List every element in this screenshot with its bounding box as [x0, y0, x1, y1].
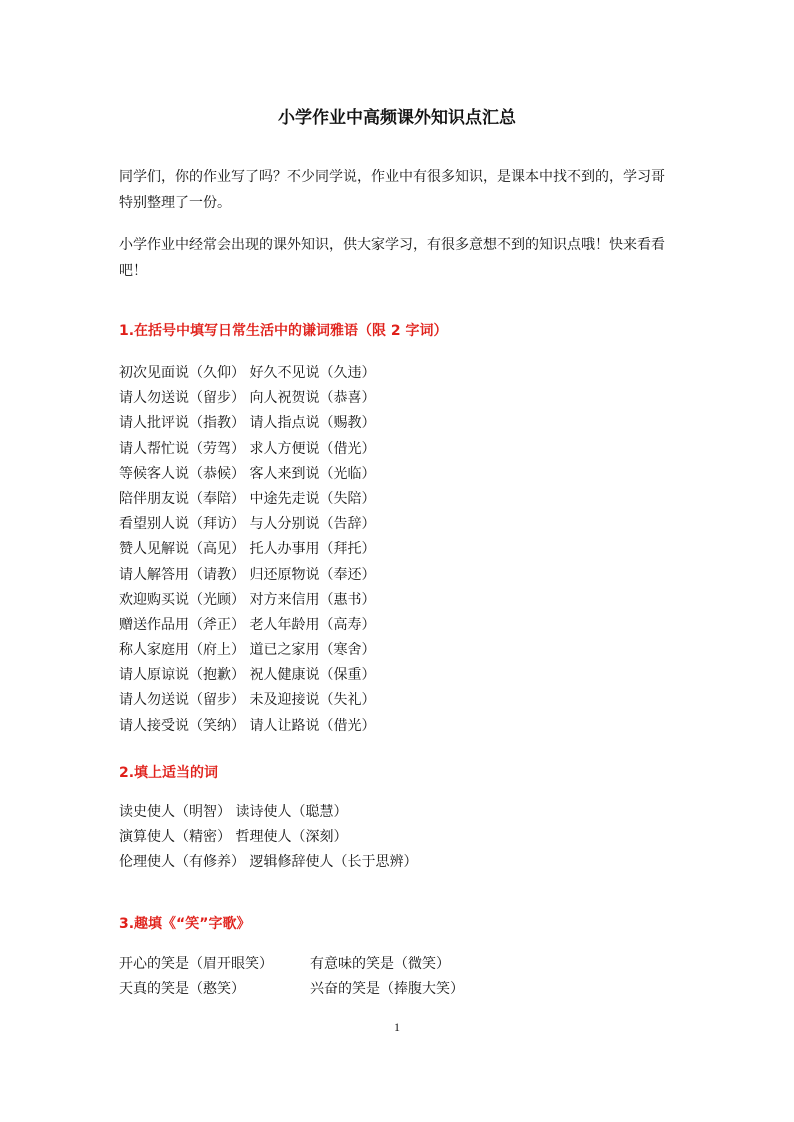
list-item: 开心的笑是（眉开眼笑）	[119, 956, 273, 972]
section-heading-1: 1.在括号中填写日常生活中的谦词雅语（限 2 字词）	[119, 323, 448, 339]
list-item: 请人指点说（赐教）	[249, 415, 376, 432]
list-item: 有意味的笑是（微笑）	[310, 956, 450, 972]
list-row	[119, 487, 375, 512]
intro-paragraph-2: 小学作业中经常会出现的课外知识，供大家学习，有很多意想不到的知识点哦！快来看看吧！	[119, 237, 665, 279]
list-row	[119, 825, 417, 850]
section-heading-2: 2.填上适当的词	[119, 765, 219, 781]
list-item: 请人帮忙说（劳驾）	[119, 440, 245, 457]
list-item: 逻辑修辞使人（长于思辨）	[249, 854, 418, 871]
list-item: 请人解答用（请教）	[119, 566, 245, 583]
list-item: 赞人见解说（高见）	[119, 541, 245, 558]
list-row	[119, 437, 375, 462]
list-row	[119, 638, 375, 663]
page-number: 1	[394, 1020, 400, 1034]
section-list-3	[119, 952, 464, 1002]
list-item: 请人勿送说（留步）	[119, 692, 245, 709]
list-item: 看望别人说（拜访）	[119, 516, 245, 533]
list-row	[119, 563, 375, 588]
list-item: 请人批评说（指教）	[119, 415, 245, 432]
list-item: 请人接受说（笑纳）	[119, 717, 245, 734]
list-item: 请人原谅说（抱歉）	[119, 667, 245, 684]
list-item: 客人来到说（光临）	[249, 465, 376, 482]
list-item: 哲理使人（深刻）	[235, 829, 348, 846]
list-row	[119, 462, 375, 487]
list-item: 等候客人说（恭候）	[119, 465, 245, 482]
list-item: 与人分别说（告辞）	[249, 516, 376, 533]
section-heading-3: 3.趣填《“笑”字歌》	[119, 916, 251, 932]
list-item: 好久不见说（久违）	[249, 365, 376, 381]
list-row	[119, 850, 417, 875]
list-item: 兴奋的笑是（捧腹大笑）	[310, 981, 464, 998]
list-item: 向人祝贺说（恭喜）	[249, 390, 376, 407]
list-row	[119, 977, 464, 1002]
list-item: 初次见面说（久仰）	[119, 365, 245, 381]
list-row	[119, 663, 375, 688]
list-item: 称人家庭用（府上）	[119, 642, 245, 659]
list-item: 道已之家用（寒舍）	[249, 642, 376, 659]
list-item: 读诗使人（聪慧）	[235, 804, 348, 820]
list-item: 伦理使人（有修养）	[119, 854, 245, 871]
list-item: 老人年龄用（高寿）	[249, 616, 376, 633]
list-item: 天真的笑是（憨笑）	[119, 981, 245, 998]
list-item: 归还原物说（奉还）	[249, 566, 376, 583]
list-row	[119, 714, 375, 739]
list-row	[119, 386, 375, 411]
list-item: 欢迎购买说（光顾）	[119, 591, 245, 608]
list-row	[119, 512, 375, 537]
list-row	[119, 361, 375, 386]
list-row	[119, 411, 375, 436]
list-item: 未及迎接说（失礼）	[249, 692, 376, 709]
list-row	[119, 613, 375, 638]
list-item: 演算使人（精密）	[119, 829, 231, 846]
document-title: 小学作业中高频课外知识点汇总	[278, 108, 516, 128]
section-list-2	[119, 800, 417, 876]
list-item: 祝人健康说（保重）	[249, 667, 376, 684]
intro-paragraph-1: 同学们，你的作业写了吗？不少同学说，作业中有很多知识，是课本中找不到的，学习哥特别整理了一份。	[119, 169, 665, 211]
list-row	[119, 952, 464, 977]
list-item: 读史使人（明智）	[119, 804, 231, 820]
list-row	[119, 800, 417, 825]
list-row	[119, 688, 375, 713]
list-item: 请人让路说（借光）	[249, 717, 376, 734]
list-row	[119, 537, 375, 562]
list-item: 对方来信用（惠书）	[249, 591, 376, 608]
list-item: 托人办事用（拜托）	[249, 541, 376, 558]
list-item: 中途先走说（失陪）	[249, 490, 376, 507]
list-item: 陪伴朋友说（奉陪）	[119, 490, 245, 507]
list-item: 赠送作品用（斧正）	[119, 616, 245, 633]
list-row	[119, 588, 375, 613]
list-item: 求人方便说（借光）	[249, 440, 376, 457]
section-list-1	[119, 361, 375, 739]
list-item: 请人勿送说（留步）	[119, 390, 245, 407]
